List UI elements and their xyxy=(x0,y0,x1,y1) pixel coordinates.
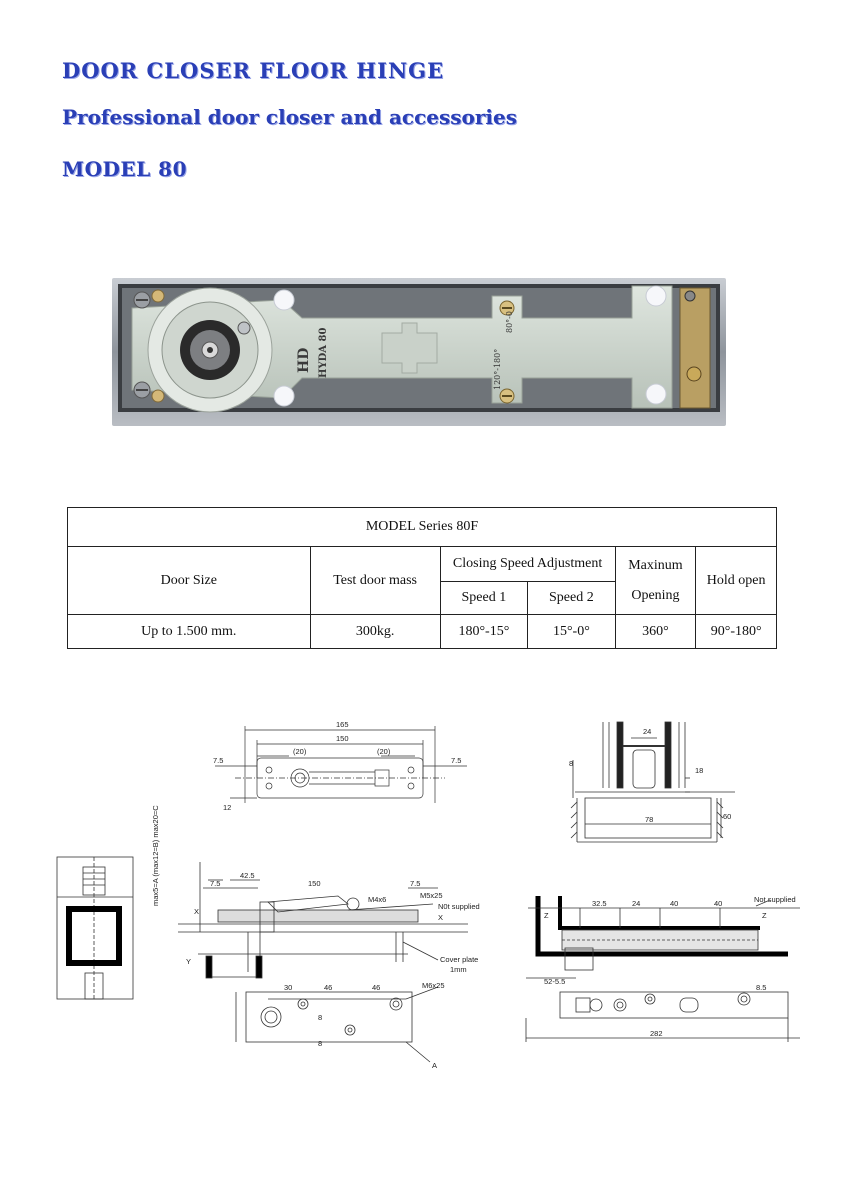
cell-test-mass: 300kg. xyxy=(310,615,440,649)
dim-7-5-right: 7.5 xyxy=(451,756,462,765)
m5-label: M5x25 xyxy=(420,891,443,900)
z-left-label: Z xyxy=(544,911,549,920)
dim-24-side: 24 xyxy=(632,899,641,908)
max-labels: max5=A (max12=B) max20=C xyxy=(151,805,160,906)
product-photo xyxy=(112,278,726,426)
dim-20-left: (20) xyxy=(293,747,307,756)
brand-text: HYDA 80 xyxy=(318,327,329,378)
header-max-opening xyxy=(615,547,696,615)
dim-78: 78 xyxy=(645,815,654,824)
dim-7-5-left: 7.5 xyxy=(213,756,224,765)
header-max-top: Maxinum xyxy=(628,557,683,573)
x-right-label: X xyxy=(438,913,444,922)
header-hold-open: Hold open xyxy=(696,547,777,615)
y-label: Y xyxy=(186,957,192,966)
cell-door-size: Up to 1.500 mm. xyxy=(68,615,311,649)
dim-40-b: 40 xyxy=(714,899,723,908)
table-caption: MODEL Series 80F xyxy=(68,508,777,547)
door-profile-drawing xyxy=(55,855,137,1005)
cover-plate-label: Cover plate xyxy=(440,955,479,964)
dim-165: 165 xyxy=(336,720,349,729)
dim-20-right: (20) xyxy=(377,747,391,756)
angle-top-label: 80°-0 xyxy=(505,311,514,333)
installation-drawing xyxy=(148,805,508,1076)
cell-speed1: 180°-15° xyxy=(440,615,528,649)
dim-18: 18 xyxy=(695,766,704,775)
dim-8: 8 xyxy=(569,759,574,768)
header-max-bottom: Opening xyxy=(631,587,680,603)
dim-40-a: 40 xyxy=(670,899,679,908)
header-speed2: Speed 2 xyxy=(528,582,615,615)
model-heading: MODEL 80 xyxy=(62,157,188,181)
cell-max-opening: 360° xyxy=(615,615,696,649)
dim-52: 52-5.5 xyxy=(544,977,566,986)
not-supplied-side: Not supplied xyxy=(754,895,796,904)
dim-60: 60 xyxy=(723,812,732,821)
m4-label: M4x6 xyxy=(368,895,387,904)
dim-150: 150 xyxy=(336,734,349,743)
dim-8-b: 8 xyxy=(318,1039,323,1048)
dim-42-5: 42.5 xyxy=(240,871,255,880)
dim-7-5-b: 7.5 xyxy=(410,879,421,888)
x-left-label: X xyxy=(194,907,200,916)
angle-bottom-label: 120°-180° xyxy=(493,348,502,390)
header-speed1: Speed 1 xyxy=(440,582,528,615)
document-title: DOOR CLOSER FLOOR HINGE xyxy=(62,58,445,83)
dim-150-install: 150 xyxy=(308,879,321,888)
header-door-size: Door Size xyxy=(68,547,311,615)
section-view-drawing xyxy=(565,718,745,852)
side-view-drawing xyxy=(520,888,810,1052)
dim-46-a: 46 xyxy=(324,983,333,992)
dim-7-5-a: 7.5 xyxy=(210,879,221,888)
cell-speed2: 15°-0° xyxy=(528,615,615,649)
a-label: A xyxy=(432,1061,438,1070)
dim-30: 30 xyxy=(284,983,293,992)
header-closing-speed: Closing Speed Adjustment xyxy=(440,547,615,582)
dim-46-b: 46 xyxy=(372,983,381,992)
cell-hold-open: 90°-180° xyxy=(696,615,777,649)
dim-282: 282 xyxy=(650,1029,663,1038)
document-subtitle: Professional door closer and accessories xyxy=(62,105,517,129)
top-view-drawing xyxy=(205,718,475,822)
dim-24: 24 xyxy=(643,727,652,736)
not-supplied-label: N0t supplied xyxy=(438,902,480,911)
dim-8-5: 8.5 xyxy=(756,983,767,992)
dim-12: 12 xyxy=(223,803,232,812)
cover-mm-label: 1mm xyxy=(450,965,467,974)
header-test-mass: Test door mass xyxy=(310,547,440,615)
brand-mark: HD xyxy=(296,347,312,373)
dim-8-a: 8 xyxy=(318,1013,323,1022)
z-right-label: Z xyxy=(762,911,767,920)
m6-label: M6x25 xyxy=(422,981,445,990)
spec-table xyxy=(67,507,777,649)
dim-32-5: 32.5 xyxy=(592,899,607,908)
